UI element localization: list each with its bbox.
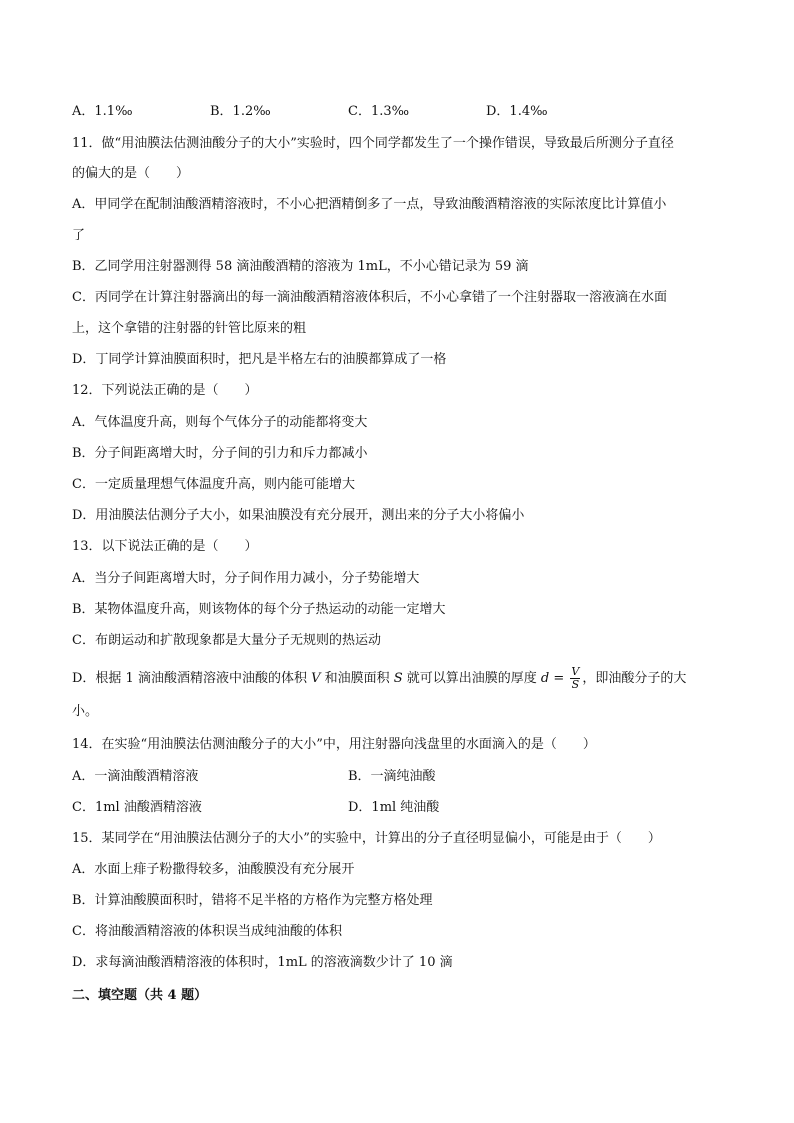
fraction-numerator: V bbox=[571, 665, 580, 678]
q13-d-text-mid: 和油膜面积 bbox=[320, 671, 394, 686]
q13-option-a: A．当分子间距离增大时，分子间作用力减小，分子势能增大 bbox=[72, 571, 420, 586]
q12-stem: 12．下列说法正确的是（ ） bbox=[72, 383, 258, 398]
fraction-denominator: S bbox=[571, 678, 580, 691]
q14-option-c: C．1ml 油酸酒精溶液 bbox=[72, 800, 202, 815]
q13-option-d-line2: 小。 bbox=[72, 704, 99, 719]
q10-option-c: C．1.3‰ bbox=[348, 104, 410, 119]
variable-s: S bbox=[393, 671, 403, 686]
q11-option-c-line1: C．丙同学在计算注射器滴出的每一滴油酸酒精溶液体积后，不小心拿错了一个注射器取一溶液滴在水面 bbox=[72, 290, 667, 305]
q11-option-c-line2: 上，这个拿错的注射器的针管比原来的粗 bbox=[72, 321, 307, 336]
q13-d-text-pre: D．根据 1 滴油酸酒精溶液中油酸的体积 bbox=[72, 671, 312, 686]
q15-option-a: A．水面上痱子粉撒得较多，油酸膜没有充分展开 bbox=[72, 862, 355, 877]
q11-option-a-line1: A．甲同学在配制油酸酒精溶液时，不小心把酒精倒多了一点，导致油酸酒精溶液的实际浓度比计算值小 bbox=[72, 197, 667, 212]
q14-option-b: B．一滴纯油酸 bbox=[348, 769, 436, 784]
q12-option-b: B．分子间距离增大时，分子间的引力和斥力都减小 bbox=[72, 446, 368, 461]
q13-stem: 13．以下说法正确的是（ ） bbox=[72, 539, 258, 554]
equation-lhs: d = bbox=[540, 671, 569, 686]
q12-option-d: D．用油膜法估测分子大小，如果油膜没有充分展开，测出来的分子大小将偏小 bbox=[72, 508, 525, 523]
q11-option-a-line2: 了 bbox=[72, 228, 86, 243]
q11-stem-line2: 的偏大的是（ ） bbox=[72, 166, 190, 181]
q10-option-b: B．1.2‰ bbox=[210, 104, 271, 119]
q15-stem: 15．某同学在“用油膜法估测分子的大小”的实验中，计算出的分子直径明显偏小，可能是由于（ ） bbox=[72, 831, 661, 846]
q14-option-a: A．一滴油酸酒精溶液 bbox=[72, 769, 199, 784]
q14-option-d: D．1ml 纯油酸 bbox=[348, 800, 440, 815]
variable-v: V bbox=[311, 671, 321, 686]
q13-option-b: B．某物体温度升高，则该物体的每个分子热运动的动能一定增大 bbox=[72, 602, 446, 617]
section-2-title: 二、填空题（共 4 题） bbox=[72, 988, 208, 1003]
q11-stem-line1: 11．做“用油膜法估测油酸分子的大小”实验时，四个同学都发生了一个操作错误，导致最后所测分子直径 bbox=[72, 136, 674, 151]
q12-option-a: A．气体温度升高，则每个气体分子的动能都将变大 bbox=[72, 415, 368, 430]
q15-option-b: B．计算油酸膜面积时，错将不足半格的方格作为完整方格处理 bbox=[72, 893, 433, 908]
q14-stem: 14．在实验“用油膜法估测油酸分子的大小”中，用注射器向浅盘里的水面滴入的是（ ） bbox=[72, 737, 596, 752]
q13-option-c: C．布朗运动和扩散现象都是大量分子无规则的热运动 bbox=[72, 633, 381, 648]
q12-option-c: C．一定质量理想气体温度升高，则内能可能增大 bbox=[72, 477, 355, 492]
fraction-v-over-s bbox=[570, 666, 580, 691]
q10-option-a: A．1.1‰ bbox=[72, 104, 133, 119]
q13-d-text-mid2: 就可以算出油膜的厚度 bbox=[402, 671, 541, 686]
q13-option-d-line1 bbox=[72, 666, 686, 691]
q13-d-text-post: ，即油酸分子的大 bbox=[582, 671, 687, 686]
q11-option-d: D．丁同学计算油膜面积时，把凡是半格左右的油膜都算成了一格 bbox=[72, 352, 447, 367]
q11-option-b: B．乙同学用注射器测得 58 滴油酸酒精的溶液为 1mL，不小心错记录为 59 滴 bbox=[72, 259, 529, 274]
q15-option-d: D．求每滴油酸酒精溶液的体积时，1mL 的溶液滴数少计了 10 滴 bbox=[72, 955, 453, 970]
q10-option-d: D．1.4‰ bbox=[486, 104, 548, 119]
q15-option-c: C．将油酸酒精溶液的体积误当成纯油酸的体积 bbox=[72, 924, 342, 939]
